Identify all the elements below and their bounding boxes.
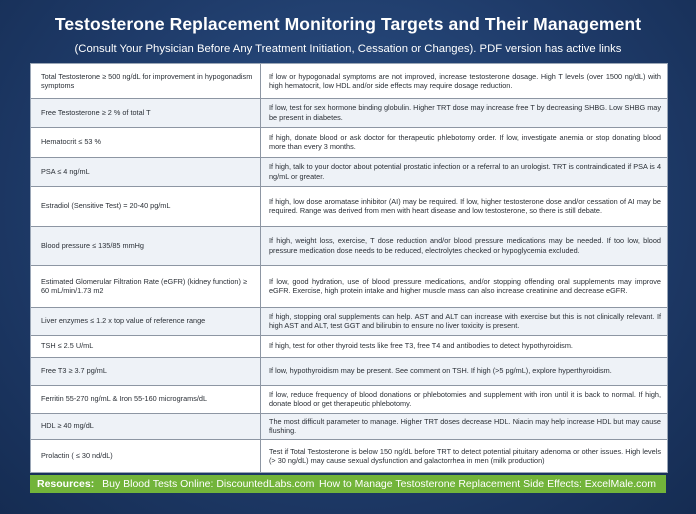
table-row — [31, 335, 667, 357]
management-cell: If low, test for sex hormone binding globulin. Higher TRT dose may increase free T by decreasing SHBG. Low SHBG may be present in diabetes. — [261, 98, 668, 127]
parameter-cell: HDL ≥ 40 mg/dL — [31, 413, 261, 439]
table-row — [31, 439, 667, 472]
management-cell: If low or hypogonadal symptoms are not improved, increase testosterone dosage. High T levels (over 1500 ng/dL) with high hematocrit, low HDL and/or side effects may require dosage reduction. — [261, 64, 668, 98]
table-row — [31, 265, 667, 307]
management-cell: If high, donate blood or ask doctor for therapeutic phlebotomy order. If low, investigate anemia or stop donating blood more than every 3 months. — [261, 127, 668, 157]
parameter-cell: Estimated Glomerular Filtration Rate (eGFR) (kidney function) ≥ 60 mL/min/1.73 m2 — [31, 265, 261, 307]
table-row — [31, 385, 667, 413]
parameter-cell: Liver enzymes ≤ 1.2 x top value of reference range — [31, 307, 261, 335]
parameter-cell: TSH ≤ 2.5 U/mL — [31, 335, 261, 357]
resources-left — [30, 478, 314, 490]
parameter-cell: Estradiol (Sensitive Test) = 20-40 pg/mL — [31, 186, 261, 226]
excelmale-link[interactable]: How to Manage Testosterone Replacement Side Effects: ExcelMale.com — [319, 478, 656, 490]
parameter-cell: Free Testosterone ≥ 2 % of total T — [31, 98, 261, 127]
table-row — [31, 98, 667, 127]
resources-label: Resources: — [37, 478, 95, 490]
table-row — [31, 357, 667, 385]
management-cell: If low, hypothyroidism may be present. See comment on TSH. If high (>5 pg/mL), explore hyperthyroidism. — [261, 357, 668, 385]
management-cell: If high, weight loss, exercise, T dose reduction and/or blood pressure medications may be needed. If too low, blood pressure medication dose needs to be reduced, electrolytes checked or hypoglycemia excluded. — [261, 226, 668, 265]
table-row — [31, 157, 667, 186]
page-title: Testosterone Replacement Monitoring Targets and Their Management — [54, 14, 642, 34]
page-subtitle: (Consult Your Physician Before Any Treatment Initiation, Cessation or Changes). PDF version has active links — [74, 43, 622, 55]
table-row — [31, 307, 667, 335]
table-row — [31, 413, 667, 439]
table-row — [31, 186, 667, 226]
management-cell: The most difficult parameter to manage. Higher TRT doses decrease HDL. Niacin may help increase HDL but may cause flushing. — [261, 413, 668, 439]
management-cell: If high, test for other thyroid tests like free T3, free T4 and antibodies to detect hypothyroidism. — [261, 335, 668, 357]
management-cell: If high, talk to your doctor about potential prostatic infection or a referral to an urologist. TRT is contraindicated if PSA is 4 ng/mL or greater. — [261, 157, 668, 186]
table-row — [31, 226, 667, 265]
targets-table — [30, 63, 668, 473]
parameter-cell: Free T3 ≥ 3.7 pg/mL — [31, 357, 261, 385]
parameter-cell: Ferritin 55-270 ng/mL & Iron 55-160 micrograms/dL — [31, 385, 261, 413]
resources-bar — [30, 475, 666, 493]
parameter-cell: Total Testosterone ≥ 500 ng/dL for improvement in hypogonadism symptoms — [31, 64, 261, 98]
management-cell: If high, stopping oral supplements can help. AST and ALT can increase with exercise but this is not clinically relevant. If high AST and ALT, test GGT and bilirubin to ensure no liver toxicity is present. — [261, 307, 668, 335]
discountedlabs-link[interactable]: Buy Blood Tests Online: DiscountedLabs.com — [102, 478, 315, 490]
parameter-cell: Hematocrit ≤ 53 % — [31, 127, 261, 157]
management-cell: If high, low dose aromatase inhibitor (AI) may be required. If low, higher testosterone dose and/or cessation of AI may be required. Range was derived from men with heart disease and low testosterone, so there is still debate. — [261, 186, 668, 226]
table-row — [31, 64, 667, 98]
table-row — [31, 127, 667, 157]
parameter-cell: Prolactin ( ≤ 30 nd/dL) — [31, 439, 261, 472]
parameter-cell: Blood pressure ≤ 135/85 mmHg — [31, 226, 261, 265]
management-cell: If low, reduce frequency of blood donations or phlebotomies and supplement with iron until it is back to normal. If high, donate blood or get therapeutic phlebotomy. — [261, 385, 668, 413]
management-cell: If low, good hydration, use of blood pressure medications, and/or stopping offending oral supplements may improve eGFR. Exercise, high protein intake and higher muscle mass can also increase creatinine and decrease eGFR. — [261, 265, 668, 307]
parameter-cell: PSA ≤ 4 ng/mL — [31, 157, 261, 186]
management-cell: Test if Total Testosterone is below 150 ng/dL before TRT to detect potential pituitary adenoma or other issues. High levels (> 30 ng/dL) may cause sexual dysfunction and galactorrhea in men (milk production) — [261, 439, 668, 472]
